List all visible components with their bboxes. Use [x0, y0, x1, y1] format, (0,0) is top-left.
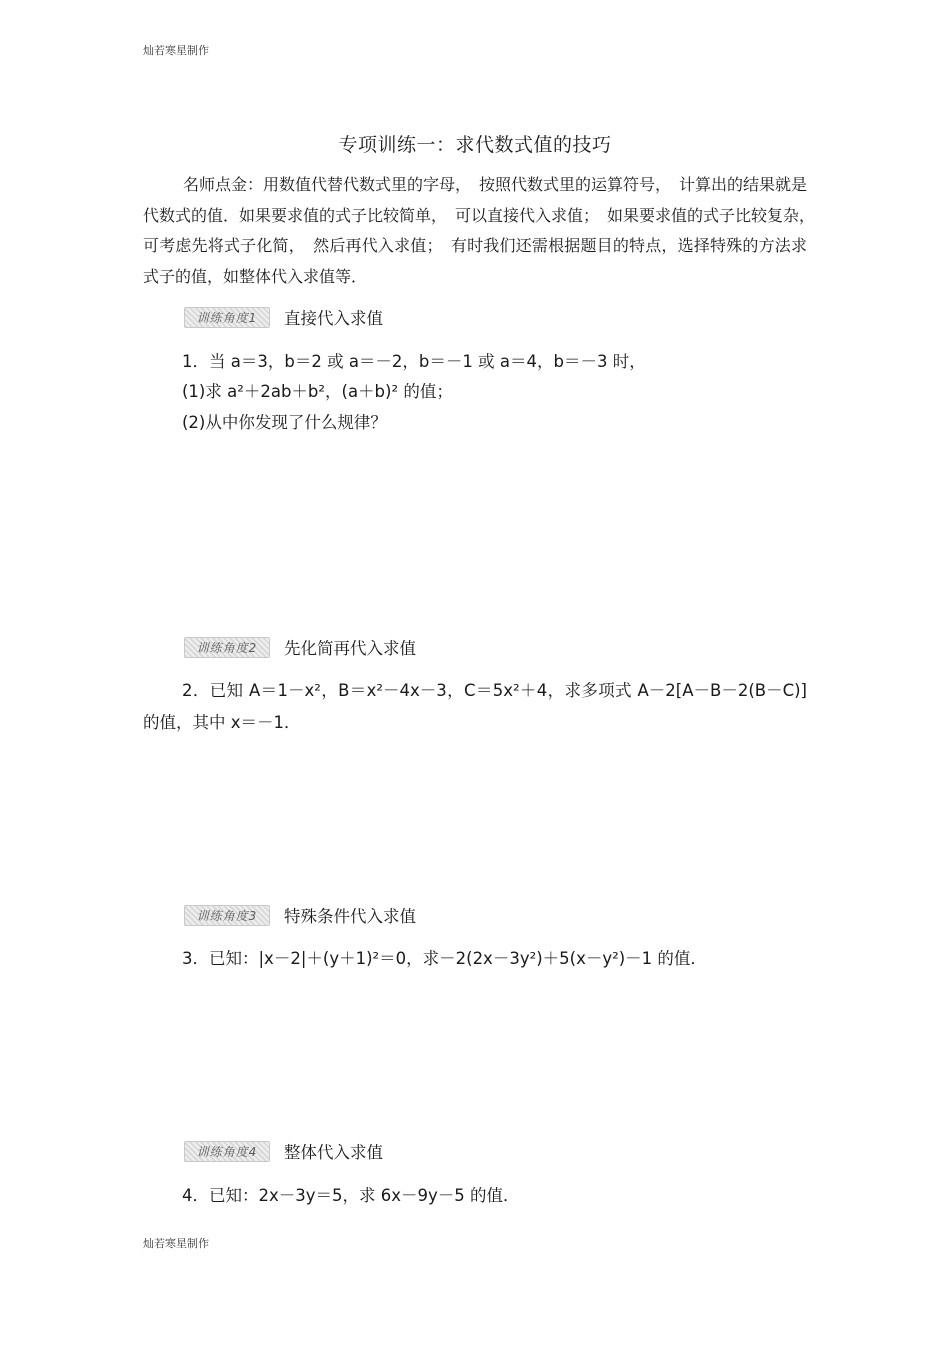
section-heading-2: [184, 635, 416, 659]
section-title: 先化简再代入求值: [284, 639, 416, 658]
question-2: 2．已知 A＝1－x²，B＝x²－4x－3，C＝5x²＋4，求多项式 A－2[A－B－2(B－C)]的值，其中 x＝－1．: [143, 681, 807, 732]
section-heading-4: [184, 1139, 383, 1163]
intro-paragraph: 名师点金：用数值代替代数式里的字母， 按照代数式里的运算符号， 计算出的结果就是代数式的值．如果要求值的式子比较简单， 可以直接代入求值； 如果要求值的式子比较复杂， 可考虑先将式子化简， 然后再代入求值； 有时我们还需根据题目的特点，选择特殊的方法求式子的值，如整体代入求值等．: [143, 175, 824, 286]
section-badge: 训练角度2: [184, 637, 270, 658]
section-badge: 训练角度3: [184, 905, 270, 926]
section-badge: 训练角度4: [184, 1141, 270, 1162]
page-header: 灿若寒星制作: [143, 44, 209, 57]
question-1-part-2: (2)从中你发现了什么规律？: [182, 413, 387, 432]
section-title: 特殊条件代入求值: [284, 907, 416, 926]
section-heading-3: [184, 903, 416, 927]
section-heading-1: [184, 305, 383, 329]
section-badge: 训练角度1: [184, 307, 270, 328]
question-1-part-1: (1)求 a²＋2ab＋b²，(a＋b)² 的值；: [182, 382, 453, 401]
question-1-stem: 1．当 a＝3，b＝2 或 a＝－2，b＝－1 或 a＝4，b＝－3 时，: [182, 352, 646, 371]
section-title: 整体代入求值: [284, 1143, 383, 1162]
page-title: 专项训练一：求代数式值的技巧: [338, 134, 612, 156]
question-4: 4．已知：2x－3y＝5，求 6x－9y－5 的值．: [182, 1186, 520, 1205]
section-title: 直接代入求值: [284, 309, 383, 328]
question-3: 3．已知：|x－2|＋(y＋1)²＝0，求－2(2x－3y²)＋5(x－y²)－1 的值．: [182, 949, 707, 968]
page-footer: 灿若寒星制作: [143, 1237, 209, 1250]
